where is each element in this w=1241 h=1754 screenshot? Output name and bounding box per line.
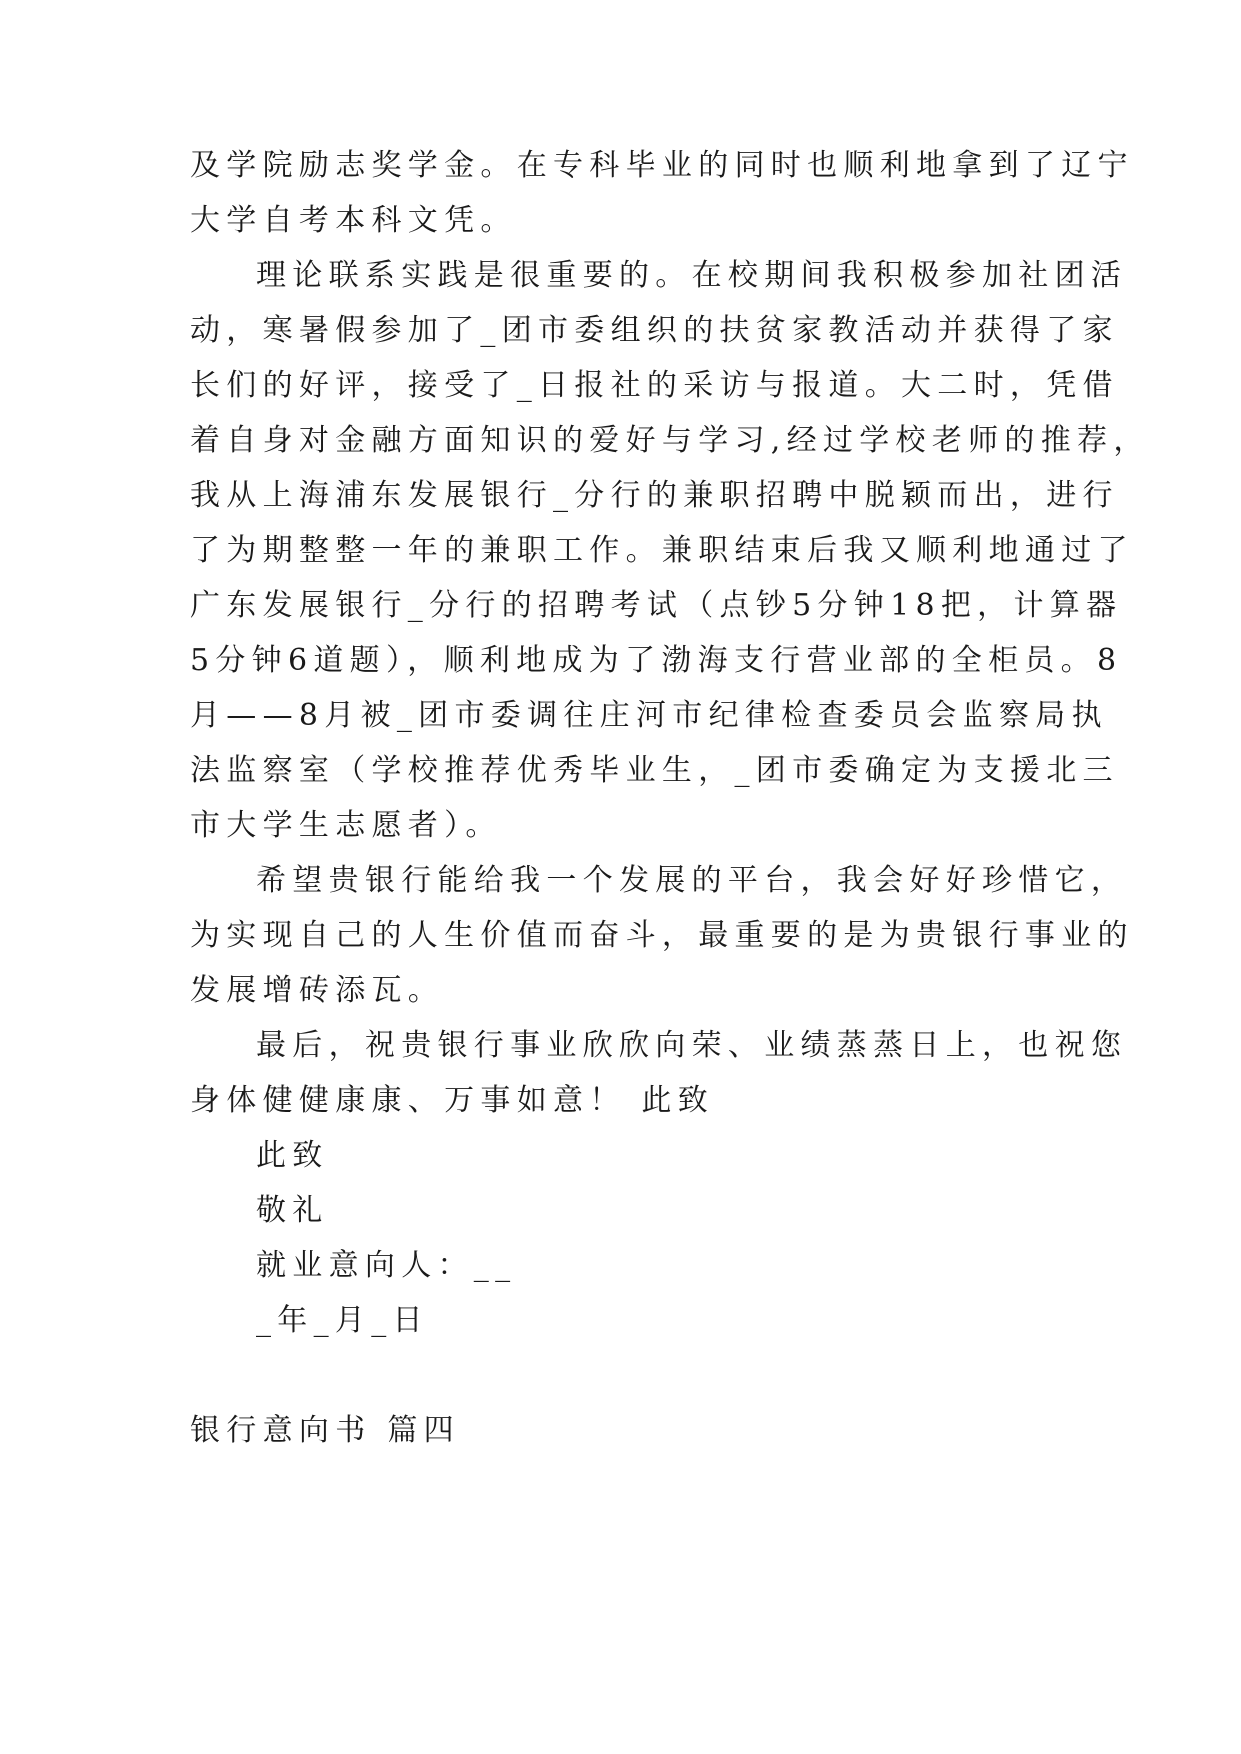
body-line: 着自身对金融方面知识的爱好与学习,经过学校老师的推荐， (190, 423, 1150, 458)
body-line: 广东发展银行_分行的招聘考试（点钞5分钟18把，计算器 (190, 588, 1123, 623)
body-line: 身体健健康康、万事如意！ 此致 (190, 1083, 715, 1118)
signature-line: 就业意向人：__ (256, 1248, 517, 1283)
body-line: 发展增砖添瓦。 (190, 973, 445, 1008)
paragraph-start: 最后，祝贵银行事业欣欣向荣、业绩蒸蒸日上，也祝您 (256, 1028, 1128, 1063)
body-line: 大学自考本科文凭。 (190, 203, 517, 238)
date-line: _年_月_日 (256, 1303, 429, 1338)
paragraph-start: 希望贵银行能给我一个发展的平台，我会好好珍惜它， (256, 863, 1128, 898)
closing-salutation: 此致 (256, 1138, 329, 1173)
paragraph-start: 理论联系实践是很重要的。在校期间我积极参加社团活 (256, 258, 1128, 293)
body-line: 长们的好评，接受了_日报社的采访与报道。大二时，凭借 (190, 368, 1119, 403)
body-line: 动，寒暑假参加了_团市委组织的扶贫家教活动并获得了家 (190, 313, 1119, 348)
body-line: 5分钟6道题），顺利地成为了渤海支行营业部的全柜员。8 (190, 643, 1123, 678)
body-line: 及学院励志奖学金。在专科毕业的同时也顺利地拿到了辽宁 (190, 148, 1134, 183)
closing-regards: 敬礼 (256, 1193, 329, 1228)
body-line: 了为期整整一年的兼职工作。兼职结束后我又顺利地通过了 (190, 533, 1134, 568)
section-heading: 银行意向书 篇四 (190, 1413, 460, 1448)
body-line: 我从上海浦东发展银行_分行的兼职招聘中脱颖而出，进行 (190, 478, 1119, 513)
body-line: 市大学生志愿者）。 (190, 808, 502, 843)
body-line: 为实现自己的人生价值而奋斗，最重要的是为贵银行事业的 (190, 918, 1134, 953)
body-line: 月——8月被_团市委调往庄河市纪律检查委员会监察局执 (190, 698, 1108, 733)
body-line: 法监察室（学校推荐优秀毕业生，_团市委确定为支援北三 (190, 753, 1119, 788)
